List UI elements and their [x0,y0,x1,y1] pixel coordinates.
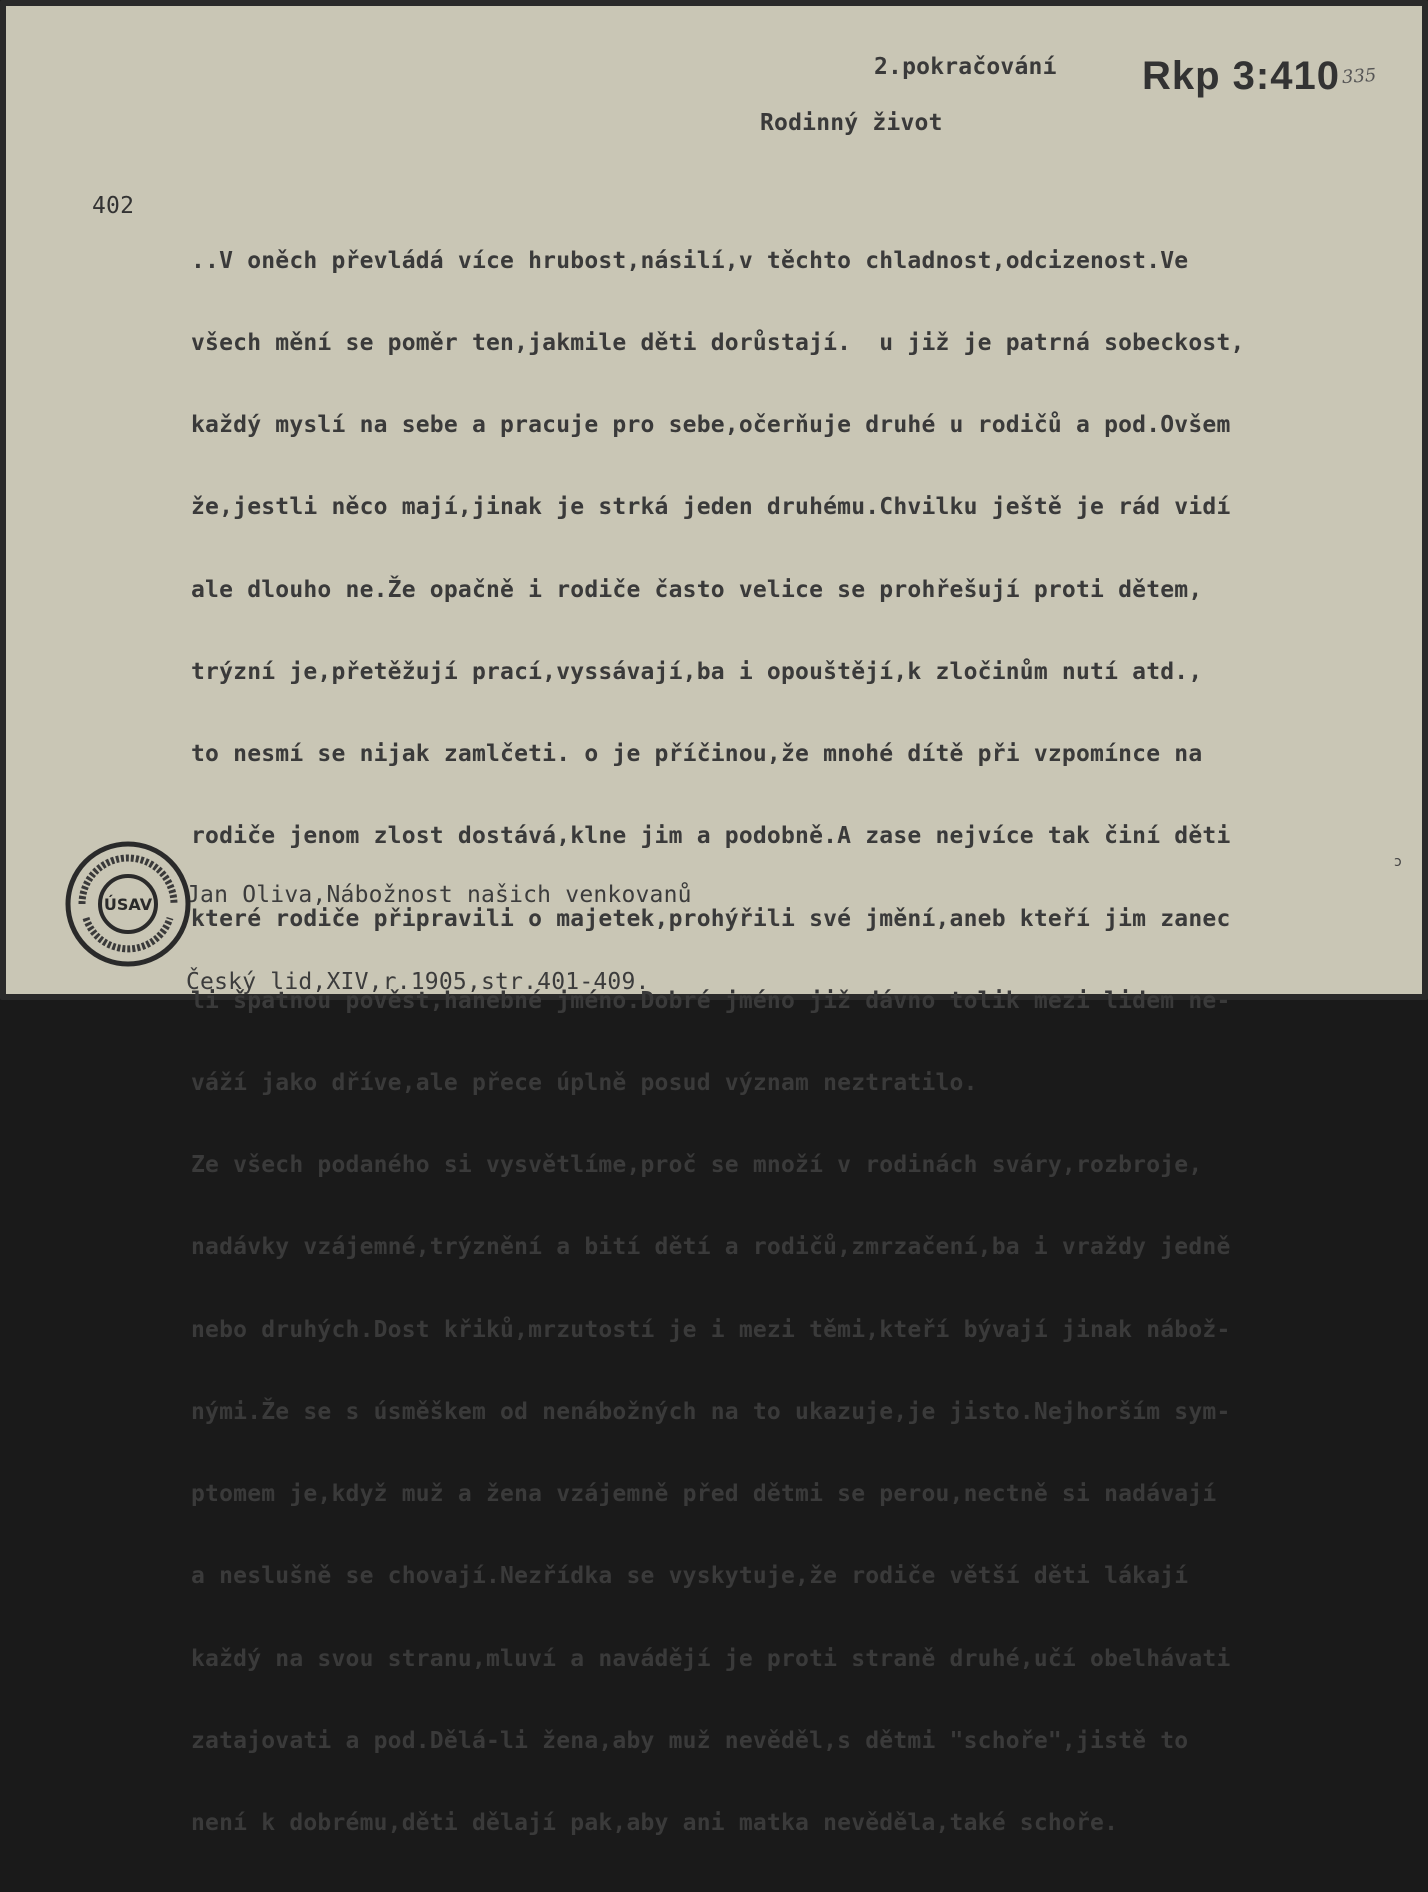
text-line: nými.Že se s úsměškem od nenábožných na to ukazuje,je jisto.Nejhorším sym- [191,1398,1231,1425]
text-line: váží jako dříve,ale přece úplně posud význam neztratilo. [191,1070,978,1096]
handwritten-number: 335 [1341,64,1378,89]
shelfmark: Rkp 3:410 [1142,54,1340,98]
text-line: ..V oněch převládá více hrubost,násilí,v těchto chladnost,odcizenost.Ve [191,247,1189,274]
text-line: všech mění se poměr ten,jakmile děti dorůstají. u již je patrná sobeckost, [191,330,1245,357]
text-line: zatajovati a pod.Dělá-li žena,aby muž nevěděl,s dětmi "schoře",jistě to [191,1727,1189,1754]
citation-author-title: Jan Oliva,Nábožnost našich venkovanů [186,882,692,908]
card-title: Rodinný život [760,110,943,136]
source-citation [186,823,692,1055]
page-number: 402 [92,193,135,219]
stamp-label: ÚSAV [103,895,153,914]
text-line: není k dobrému,děti dělají pak,aby ani matka nevěděla,také schoře. [191,1809,1119,1836]
text-line: každý myslí na sebe a pracuje pro sebe,očerňuje druhé u rodičů a pod.Ovšem [191,412,1231,439]
text-line: které rodiče připravili o majetek,prohýřili své jmění,aneb kteří jim zanec [191,905,1231,932]
text-line: a neslušně se chovají.Nezřídka se vyskytuje,že rodiče větší děti lákají [191,1563,1189,1590]
text-line: to nesmí se nijak zamlčeti. o je příčinou,že mnohé dítě při vzpomínce na [191,741,1203,768]
citation-journal: Český lid,XIV,r.1905,str.401-409. [186,969,650,995]
text-line: rodiče jenom zlost dostává,klne jim a podobně.A zase nejvíce tak činí děti [191,823,1231,850]
text-line: každý na svou stranu,mluví a navádějí je proti straně druhé,učí obelhávati [191,1645,1231,1672]
text-line: že,jestli něco mají,jinak je strká jeden druhému.Chvilku ještě je rád vidí [191,494,1231,521]
text-line: nadávky vzájemné,trýznění a bití dětí a rodičů,zmrzačení,ba i vraždy jedně [191,1234,1231,1261]
text-line: nebo druhých.Dost křiků,mrzutostí je i mezi těmi,kteří bývají jinak nábož- [191,1316,1231,1343]
margin-mark: ɔ [1394,854,1402,870]
text-line: ptomem je,když muž a žena vzájemně před dětmi se perou,nectně si nadávají [191,1481,1217,1508]
continuation-label: 2.pokračování [874,54,1057,80]
text-line: trýzní je,přetěžují prací,vyssávají,ba i opouštějí,k zločinům nutí atd., [191,658,1203,685]
text-line: li špatnou pověst,hanebné jméno.Dobré jméno již dávno tolik mezi lidem ne- [191,987,1231,1014]
institution-stamp [62,838,194,970]
text-line: Ze všech podaného si vysvětlíme,proč se množí v rodinách sváry,rozbroje, [191,1152,1203,1179]
text-line: ale dlouho ne.Že opačně i rodiče často velice se prohřešují proti dětem, [191,576,1203,603]
